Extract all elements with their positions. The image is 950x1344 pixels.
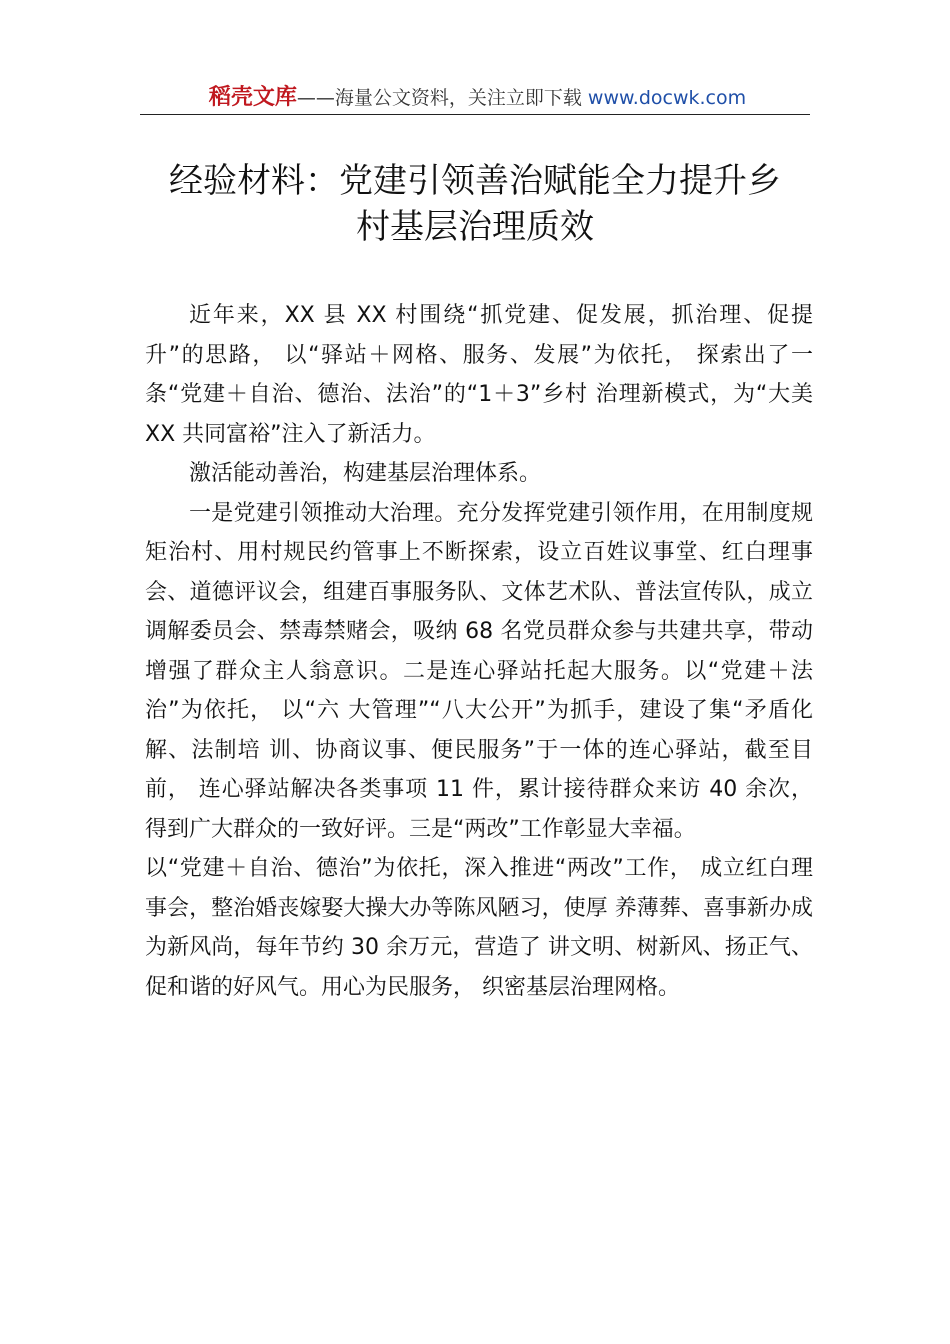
site-url-link[interactable]: www.docwk.com: [587, 87, 747, 109]
brand-name: 稻壳文库: [208, 85, 297, 110]
document-title: [140, 158, 810, 250]
site-header: [145, 84, 810, 112]
paragraph-intro: 近年来，XX 县 XX 村围绕“抓党建、促发展，抓治理、促提升”的思路， 以“驿站＋网格、服务、发展”为依托， 探索出了一条“党建＋自治、德治、法治”的“1＋3”乡村 治理新模式，为“大美 XX 共同富裕”注入了新活力。: [145, 303, 813, 447]
title-line-1: 经验材料：党建引领善治赋能全力提升乡: [169, 161, 781, 201]
paragraph-section-heading: 激活能动善治，构建基层治理体系。: [189, 461, 542, 486]
paragraph-main: 一是党建引领推动大治理。充分发挥党建引领作用，在用制度规矩治村、用村规民约管事上不断探索，设立百姓议事堂、红白理事会、道德评议会，组建百事服务队、文体艺术队、普法宣传队，成立调解委员会、禁毒禁赌会，吸纳 68 名党员群众参与共建共享，带动增强了群众主人翁意识。二是连心驿站托起大服务。以“党建＋法治”为依托， 以“六 大管理”“八大公开”为抓手，建设了集“矛盾化解、法制培 训、协商议事、便民服务”于一体的连心驿站，截至目前， 连心驿站解决各类事项 11 件，累计接待群众来访 40 余次， 得到广大群众的一致好评。三是“两改”工作彰显大幸福。: [145, 500, 813, 842]
title-line-2: 村基层治理质效: [356, 207, 594, 247]
header-divider: [140, 114, 810, 115]
paragraph-continued: 以“党建＋自治、德治”为依托，深入推进“两改”工作， 成立红白理事会，整治婚丧嫁娶大操大办等陈风陋习，使厚 养薄葬、喜事新办成为新风尚，每年节约 30 余万元，营造了 讲文明、树新风、扬正气、促和谐的好风气。用心为民服务， 织密基层治理网格。: [145, 856, 813, 1000]
header-tagline: ——海量公文资料，关注立即下载: [296, 87, 582, 109]
document-body: [145, 296, 813, 1007]
